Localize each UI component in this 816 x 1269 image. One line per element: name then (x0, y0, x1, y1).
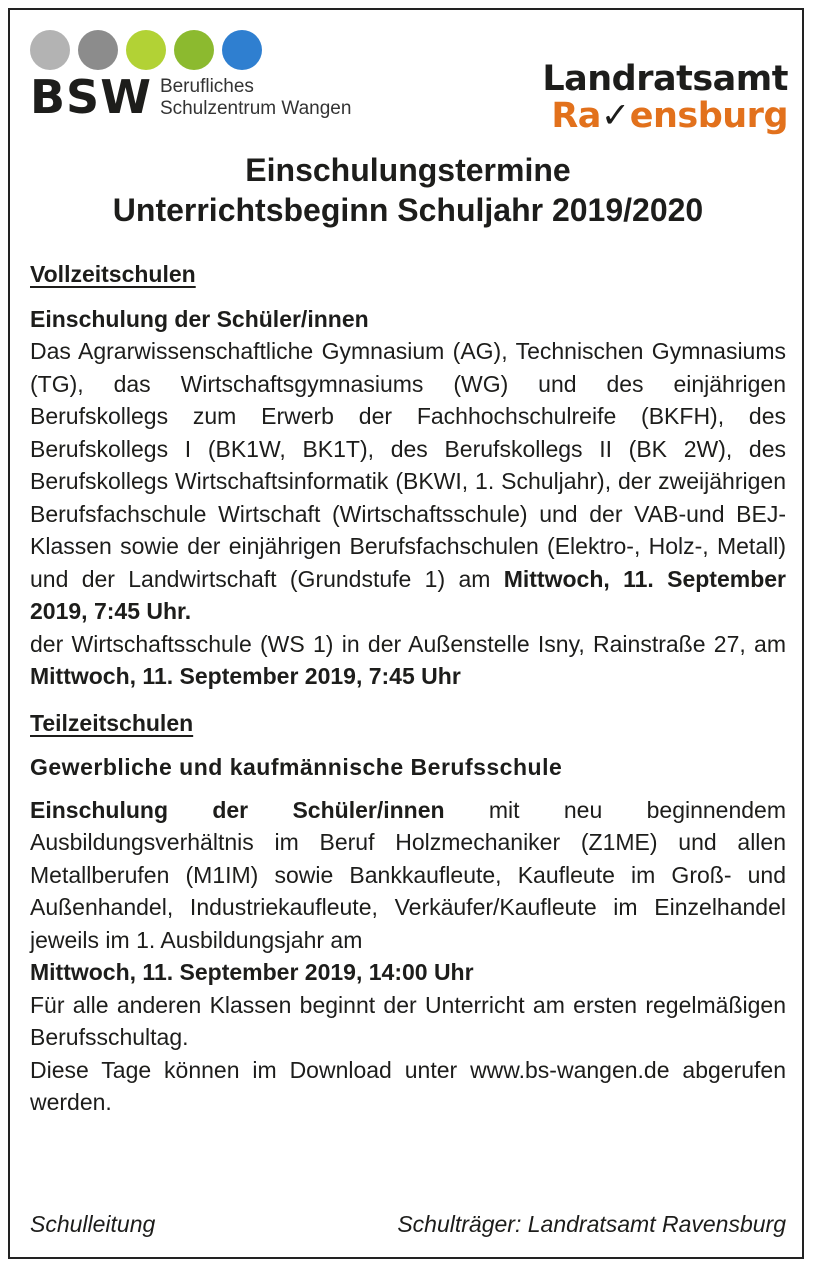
lra-line1: Landratsamt (542, 59, 788, 99)
vollzeit-paragraph (30, 335, 786, 628)
footer-right: Schulträger: Landratsamt Ravensburg (397, 1211, 786, 1237)
bsw-subtitle (160, 76, 352, 120)
lra-line2-a: Ra (551, 96, 601, 136)
logo-dots (30, 30, 351, 70)
isny-text: der Wirtschaftsschule (WS 1) in der Außenstelle Isny, Rainstraße 27, am (30, 630, 786, 657)
footer-left: Schulleitung (30, 1211, 156, 1237)
bsw-logo (30, 30, 352, 124)
lra-line2 (542, 98, 788, 134)
checkmark-icon: ✓ (600, 96, 630, 136)
logo-dot (126, 30, 166, 70)
teilzeit-date: Mittwoch, 11. September 2019, 14:00 Uhr (30, 959, 474, 985)
other-classes-paragraph: Für alle anderen Klassen beginnt der Unterricht am ersten regelmäßigen Berufsschultag. (30, 991, 786, 1050)
download-paragraph: Diese Tage können im Download unter www.bs-wangen.de abgerufen werden. (30, 1056, 786, 1115)
logo-dot (78, 30, 118, 70)
subheading-berufsschule: Gewerbliche und kaufmännische Berufsschule (30, 754, 563, 780)
subheading-einschulung: Einschulung der Schüler/innen (30, 305, 369, 332)
logo-dot (30, 30, 70, 70)
title-line1: Einschulungstermine (245, 152, 571, 188)
logo-dot (174, 30, 214, 70)
teilzeit-lead: Einschulung der Schüler/innen (30, 796, 445, 823)
title-line2: Unterrichtsbeginn Schuljahr 2019/2020 (112, 192, 704, 228)
footer (30, 1211, 786, 1238)
vollzeit-text: Das Agrarwissenschaftliche Gymnasium (AG), Technischen Gymnasiums (TG), das Wirtschaftsgymnasiums (WG) und des einjährigen Berufskollegs zum Erwerb der Fachhochschulreife (BKFH), des Berufskollegs I (BK1W, BK1T), des Berufskollegs II (BK 2W), des Berufskollegs Wirtschaftsinformatik (BKWI, 1. Schuljahr), der zweijährigen Berufsfachschule Wirtschaft (Wirtschaftsschule) und der VAB-und BEJ-Klassen sowie der einjährigen Berufsfachschulen (Elektro-, Holz-, Metall) und der Landwirtschaft (Grundstufe 1) am (30, 338, 786, 592)
isny-paragraph (30, 628, 786, 693)
isny-date: Mittwoch, 11. September 2019, 7:45 Uhr (30, 663, 461, 689)
main-content (30, 258, 786, 1119)
teilzeit-text: mit neu beginnendem Ausbildungsverhältnis im Beruf Holzmechaniker (Z1ME) und allen Metallberufen (M1IM) sowie Bankkaufleute, Kaufleute im Groß- und Außenhandel, Industriekaufleute, Verkäufer/Kaufleute im Einzelhandel jeweils im 1. Ausbildungsjahr am (30, 796, 786, 953)
logo-dot (222, 30, 262, 70)
page-title (0, 150, 816, 230)
section-heading-teilzeit: Teilzeitschulen (30, 709, 194, 736)
landratsamt-logo (542, 60, 788, 134)
teilzeit-paragraph (30, 794, 786, 957)
lra-line2-b: ensburg (629, 96, 788, 136)
bsw-subtitle-line1: Berufliches (159, 76, 254, 97)
vollzeit-date: Mittwoch, 11. September 2019, 7:45 Uhr. (30, 565, 786, 624)
bsw-wordmark: BSW (30, 70, 152, 124)
section-heading-vollzeit: Vollzeitschulen (30, 261, 196, 287)
bsw-subtitle-line2: Schulzentrum Wangen (159, 98, 352, 119)
